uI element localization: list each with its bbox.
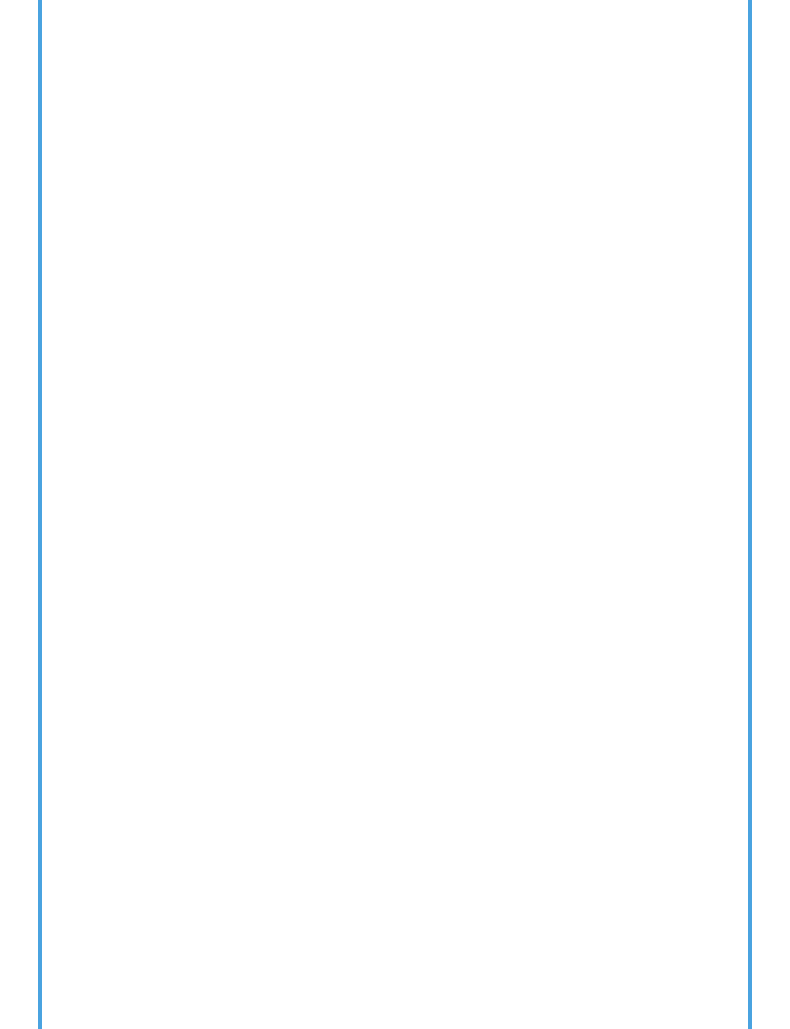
- page-border-right: [748, 0, 752, 1029]
- toc-page: [42, 0, 748, 1029]
